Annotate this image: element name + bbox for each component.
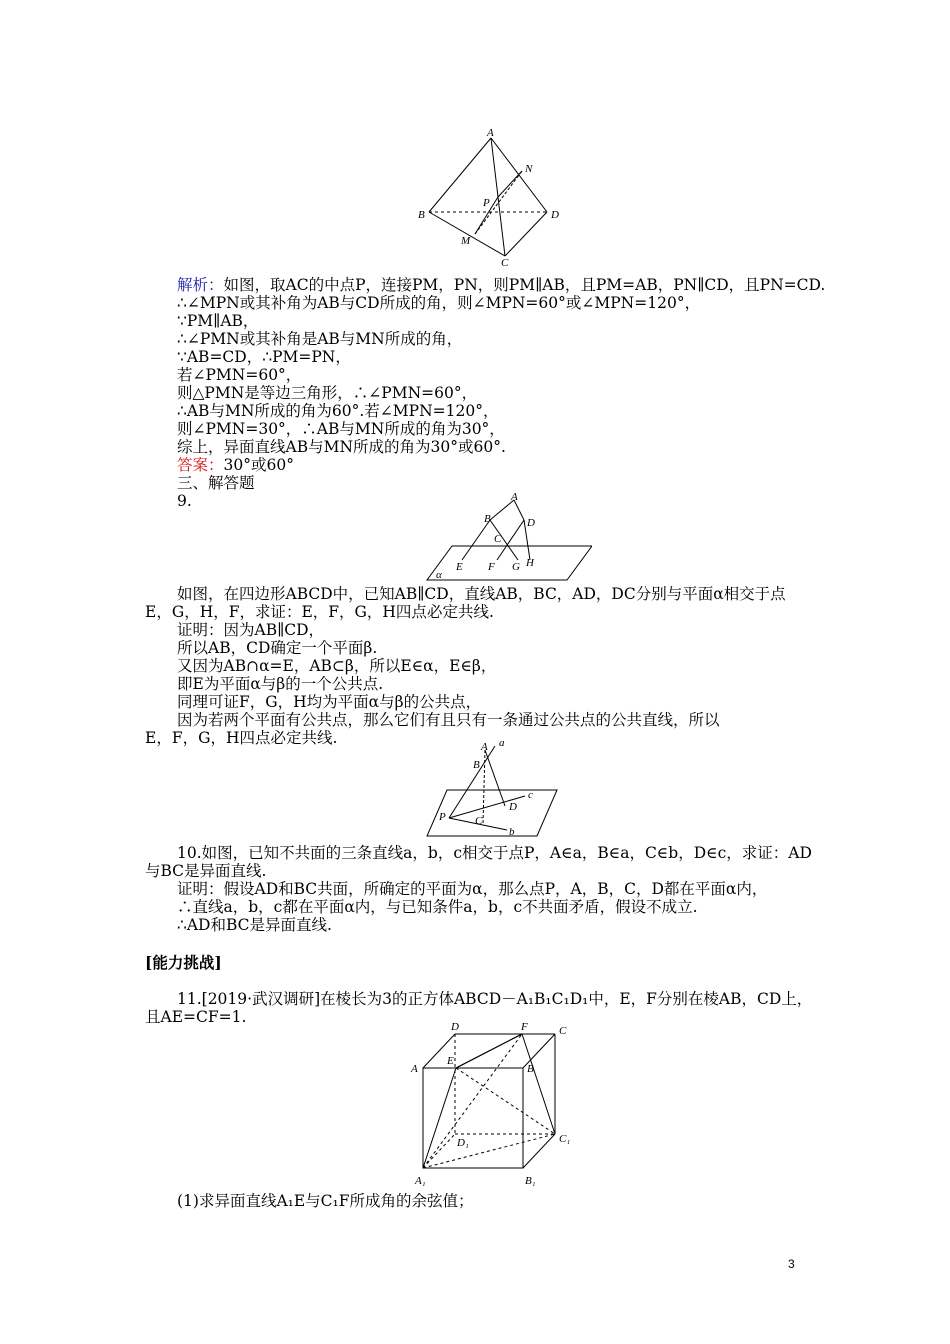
q9-problem: E，G，H，F，求证：E，F，G，H四点必定共线.: [145, 603, 494, 621]
fig4-label-e: E: [447, 1055, 454, 1067]
solution-line: 则△PMN是等边三角形，∴∠PMN=60°，: [177, 384, 478, 402]
fig4-label-f: F: [521, 1021, 528, 1033]
q10-proof-line: ∴AD和BC是异面直线.: [177, 916, 332, 934]
q9-proof-line: 即E为平面α与β的一个公共点.: [177, 675, 384, 693]
fig2-label-alpha: α: [436, 569, 442, 581]
fig1-label-b: B: [418, 209, 425, 221]
fig4-label-d: D: [451, 1021, 459, 1033]
fig2-label-b: B: [484, 513, 491, 525]
q9-proof-line: 又因为AB∩α=E，AB⊂β，所以E∈α，E∈β，: [177, 657, 497, 675]
plane-quadrilateral-figure: [422, 490, 592, 582]
three-lines-figure: [425, 738, 560, 840]
section-heading: 三、解答题: [177, 474, 255, 492]
q9-proof-line: 证明：因为AB∥CD，: [177, 621, 325, 639]
q9-proof-line: 同理可证F，G，H均为平面α与β的公共点，: [177, 693, 482, 711]
fig1-label-a: A: [487, 127, 494, 139]
fig2-label-h: H: [526, 557, 534, 569]
q10-problem: 与BC是异面直线.: [145, 862, 267, 880]
section-challenge: [能力挑战]: [145, 953, 222, 972]
q9-proof-line: 所以AB，CD确定一个平面β.: [177, 639, 378, 657]
q10-proof-line: 证明：假设AD和BC共面，所确定的平面为α，那么点P，A，B，C，D都在平面α内，: [177, 880, 768, 898]
fig3-label-a: A: [481, 741, 488, 753]
q9-number: 9.: [177, 492, 192, 510]
fig4-label-a1: A₁: [415, 1175, 426, 1187]
fig3-label-b: B: [473, 759, 480, 771]
fig2-label-e: E: [456, 561, 463, 573]
solution-line: 如图，取AC的中点P，连接PM，PN，则PM∥AB，且PM=AB，PN∥CD，且PN=CD.: [223, 276, 826, 294]
fig3-label-c: C: [475, 815, 483, 827]
solution-line: ∴AB与MN所成的角为60°.若∠MPN=120°，: [177, 402, 499, 420]
q11-problem: 11.[2019·武汉调研]在棱长为3的正方体ABCD－A₁B₁C₁D₁中，E，F分别在棱AB，CD上，: [177, 990, 813, 1008]
fig3-label-d: D: [509, 801, 517, 813]
fig1-label-c: C: [501, 257, 509, 266]
cube-figure: [405, 1016, 580, 1188]
q9-proof-line: E，F，G，H四点必定共线.: [145, 729, 338, 747]
fig3-label-line-b: b: [509, 826, 515, 838]
fig1-label-p: P: [483, 197, 490, 209]
fig1-label-m: M: [461, 235, 471, 247]
answer-label: 答案：: [177, 456, 224, 474]
fig2-label-c: C: [494, 533, 502, 545]
solution-line: ∴∠MPN或其补角为AB与CD所成的角，则∠MPN=60°或∠MPN=120°，: [177, 294, 701, 312]
fig3-label-line-a: a: [499, 738, 505, 749]
fig3-label-p: P: [439, 811, 446, 823]
q9-proof-line: 因为若两个平面有公共点，那么它们有且只有一条通过公共点的公共直线，所以: [177, 711, 720, 729]
solution-line: ∴∠PMN或其补角是AB与MN所成的角，: [177, 330, 463, 348]
answer-value: 30°或60°: [223, 456, 294, 474]
fig4-label-b1: B₁: [525, 1175, 536, 1187]
q9-problem: 如图，在四边形ABCD中，已知AB∥CD，直线AB，BC，AD，DC分别与平面α相交于点: [177, 585, 786, 603]
solution-line: 则∠PMN=30°，∴AB与MN所成的角为30°，: [177, 420, 505, 438]
fig4-label-c: C: [559, 1025, 567, 1037]
fig1-label-n: N: [525, 163, 533, 175]
q10-proof-line: ∴直线a，b，c都在平面α内，与已知条件a，b，c不共面矛盾，假设不成立.: [177, 898, 698, 916]
fig1-label-d: D: [551, 209, 559, 221]
q10-problem: 10.如图，已知不共面的三条直线a，b，c相交于点P，A∈a，B∈a，C∈b，D∈c，求证：AD: [177, 844, 812, 862]
fig4-label-d1: D₁: [457, 1137, 469, 1149]
solution-line: ∵AB=CD，∴PM=PN，: [177, 348, 351, 366]
answer-line: [177, 456, 294, 474]
solution-line: 若∠PMN=60°，: [177, 366, 302, 384]
q11-problem: 且AE=CF=1.: [145, 1008, 247, 1026]
fig2-label-f: F: [488, 561, 495, 573]
fig2-label-g: G: [512, 561, 520, 573]
fig2-label-d: D: [527, 517, 535, 529]
tetrahedron-figure: [415, 126, 565, 266]
fig4-label-c1: C₁: [559, 1133, 571, 1145]
jiexi-label: 解析：: [177, 276, 224, 294]
fig3-label-line-c: c: [528, 789, 533, 801]
page-number: 3: [788, 1257, 795, 1271]
solution-line: ∵PM∥AB，: [177, 312, 259, 330]
fig4-label-b: B: [527, 1063, 534, 1075]
jiexi-line: [177, 276, 825, 294]
fig2-label-a: A: [511, 491, 518, 503]
q11-part1: (1)求异面直线A₁E与C₁F所成角的余弦值；: [177, 1192, 474, 1210]
solution-line: 综上，异面直线AB与MN所成的角为30°或60°.: [177, 438, 506, 456]
fig4-label-a: A: [411, 1063, 418, 1075]
